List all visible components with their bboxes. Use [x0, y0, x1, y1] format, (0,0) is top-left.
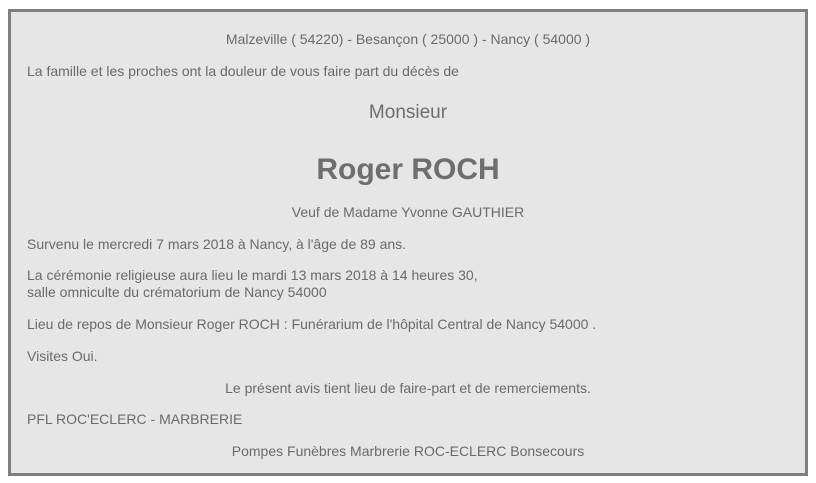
ceremony-line-2: salle omniculte du crématorium de Nancy 54000 [27, 284, 327, 300]
spouse-line: Veuf de Madame Yvonne GAUTHIER [291, 204, 525, 220]
pfl-name: PFL ROC'ECLERC - MARBRERIE [27, 411, 243, 427]
thanks-line: Le présent avis tient lieu de faire-part et de remerciements. [225, 380, 591, 396]
rest-location: Lieu de repos de Monsieur Roger ROCH : Funérarium de l'hôpital Central de Nancy 54000 . [27, 316, 597, 332]
intro-text: La famille et les proches ont la douleur de vous faire part du décès de [27, 63, 459, 79]
locations-line: Malzeville ( 54220) - Besançon ( 25000 ) - Nancy ( 54000 ) [225, 31, 591, 47]
ceremony-line-1: La cérémonie religieuse aura lieu le mardi 13 mars 2018 à 14 heures 30, [27, 267, 478, 283]
obituary-notice [8, 9, 808, 476]
ceremony-details [27, 267, 789, 301]
civility-title: Monsieur [368, 102, 448, 123]
death-details: Survenu le mercredi 7 mars 2018 à Nancy, à l'âge de 89 ans. [27, 236, 407, 252]
company-name: Pompes Funèbres Marbrerie ROC-ECLERC Bonsecours [231, 443, 585, 459]
visits-info: Visites Oui. [27, 348, 98, 364]
deceased-name: Roger ROCH [316, 153, 500, 186]
